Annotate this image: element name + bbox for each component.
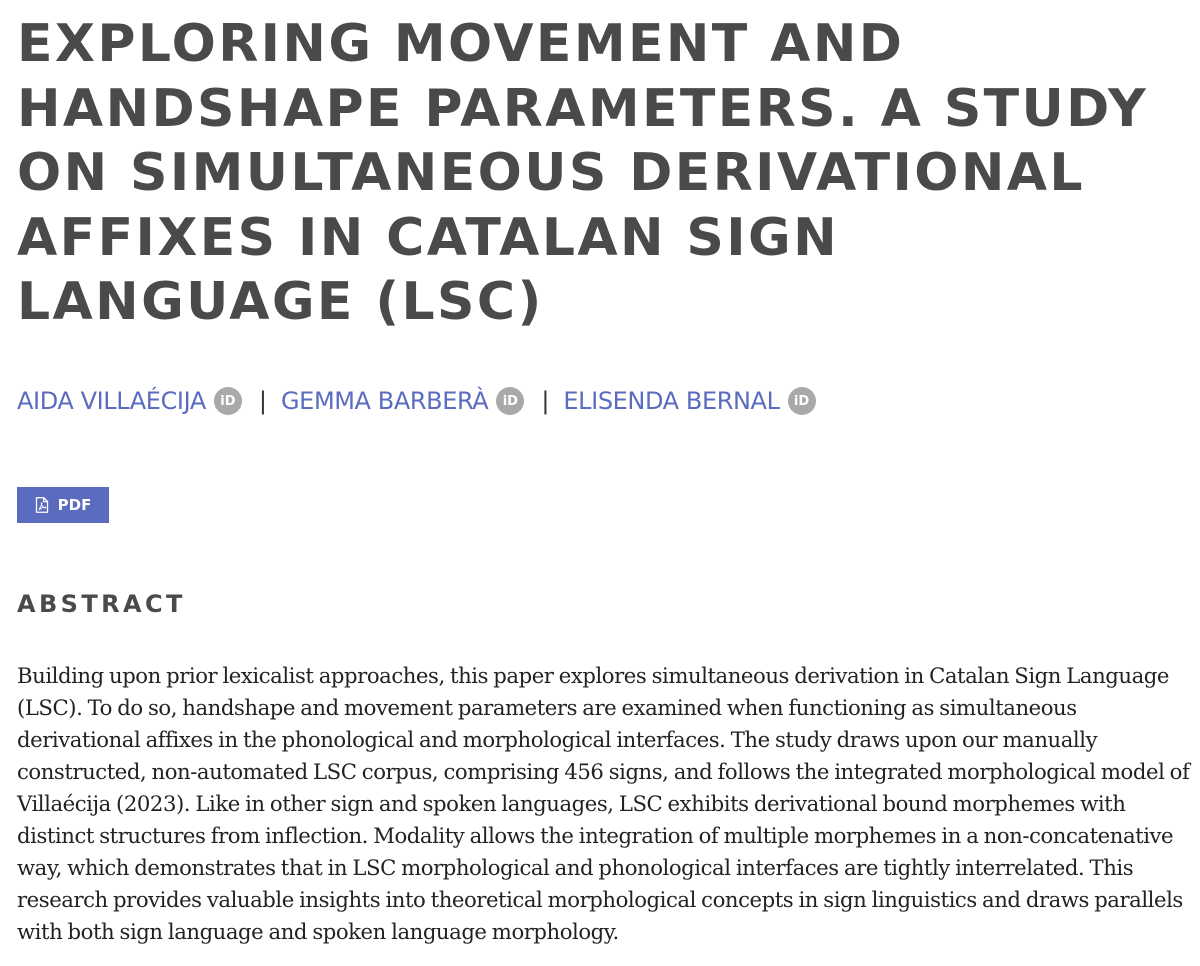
author-list: [17, 387, 816, 415]
article-title: EXPLORING MOVEMENT AND HANDSHAPE PARAMETERS. A STUDY ON SIMULTANEOUS DERIVATIONAL AFFIXES IN CATALAN SIGN LANGUAGE (LSC): [17, 14, 1149, 332]
author-separator: |: [541, 387, 550, 415]
author-link-gemma-barbera[interactable]: [281, 387, 524, 415]
file-pdf-icon: [35, 497, 49, 513]
author-name[interactable]: AIDA VILLAÉCIJA: [17, 387, 206, 415]
author-name[interactable]: ELISENDA BERNAL: [563, 387, 780, 415]
orcid-icon[interactable]: iD: [788, 387, 816, 415]
author-separator: |: [258, 387, 267, 415]
orcid-icon[interactable]: iD: [214, 387, 242, 415]
abstract-heading: ABSTRACT: [17, 590, 186, 618]
pdf-download-button[interactable]: [17, 487, 109, 523]
author-link-elisenda-bernal[interactable]: [563, 387, 815, 415]
author-link-aida-villaecija[interactable]: [17, 387, 242, 415]
abstract-text: Building upon prior lexicalist approaches, this paper explores simultaneous derivation in Catalan Sign Language (LSC). To do so, handshape and movement parameters are examined when functioning as simultaneous derivational affixes in the phonological and morphological interfaces. The study draws upon our manually constructed, non-automated LSC corpus, comprising 456 signs, and follows the integrated morphological model of Villaécija (2023). Like in other sign and spoken languages, LSC exhibits derivational bound morphemes with distinct structures from inflection. Modality allows the integration of multiple morphemes in a non-concatenative way, which demonstrates that in LSC morphological and phonological interfaces are tightly interrelated. This research provides valuable insights into theoretical morphological concepts in sign linguistics and draws parallels with both sign language and spoken language morphology.: [17, 663, 1190, 944]
orcid-icon[interactable]: iD: [496, 387, 524, 415]
pdf-button-label[interactable]: PDF: [57, 496, 92, 514]
article-page: [17, 12, 1192, 944]
author-name[interactable]: GEMMA BARBERÀ: [280, 387, 489, 415]
